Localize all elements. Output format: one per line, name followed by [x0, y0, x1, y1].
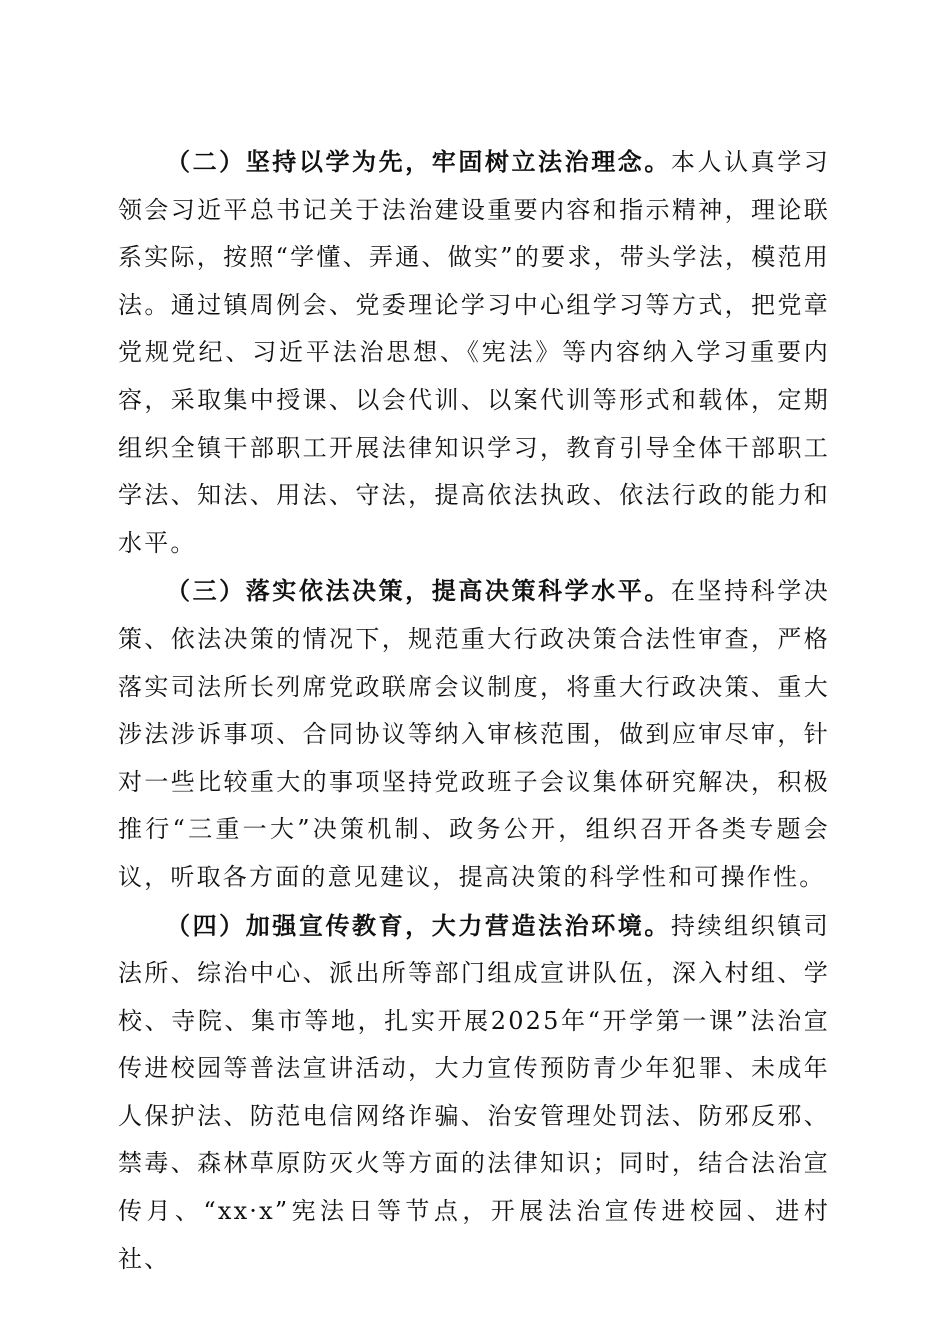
paragraph-4: [118, 902, 830, 1284]
paragraph-4-body: 持续组织镇司法所、综治中心、派出所等部门组成宣讲队伍，深入村组、学校、寺院、集市等地，扎实开展2025年“开学第一课”法治宣传进校园等普法宣讲活动，大力宣传预防青少年犯罪、未成年人保护法、防范电信网络诈骗、治安管理处罚法、防邪反邪、禁毒、森林草原防灭火等方面的法律知识；同时，结合法治宣传月、“xx·x”宪法日等节点，开展法治宣传进校园、进村社、: [118, 911, 830, 1273]
paragraph-3: [118, 567, 830, 901]
paragraph-4-heading: （四）加强宣传教育，大力营造法治环境。: [166, 910, 671, 940]
paragraph-3-body: 在坚持科学决策、依法决策的情况下，规范重大行政决策合法性审查，严格落实司法所长列席党政联席会议制度，将重大行政决策、重大涉法涉诉事项、合同协议等纳入审核范围，做到应审尽审，针对一些比较重大的事项坚持党政班子会议集体研究解决，积极推行“三重一大”决策机制、政务公开，组织召开各类专题会议，听取各方面的意见建议，提高决策的科学性和可操作性。: [118, 577, 830, 891]
paragraph-3-heading: （三）落实依法决策，提高决策科学水平。: [166, 576, 671, 606]
paragraph-2: [118, 138, 830, 567]
document-body: [118, 138, 830, 1283]
paragraph-2-heading: （二）坚持以学为先，牢固树立法治理念。: [166, 147, 671, 176]
paragraph-2-body: 本人认真学习领会习近平总书记关于法治建设重要内容和指示精神，理论联系实际，按照“学懂、弄通、做实”的要求，带头学法，模范用法。通过镇周例会、党委理论学习中心组学习等方式，把党章党规党纪、习近平法治思想、《宪法》等内容纳入学习重要内容，采取集中授课、以会代训、以案代训等形式和载体，定期组织全镇干部职工开展法律知识学习，教育引导全体干部职工学法、知法、用法、守法，提高依法执政、依法行政的能力和水平。: [118, 148, 830, 557]
